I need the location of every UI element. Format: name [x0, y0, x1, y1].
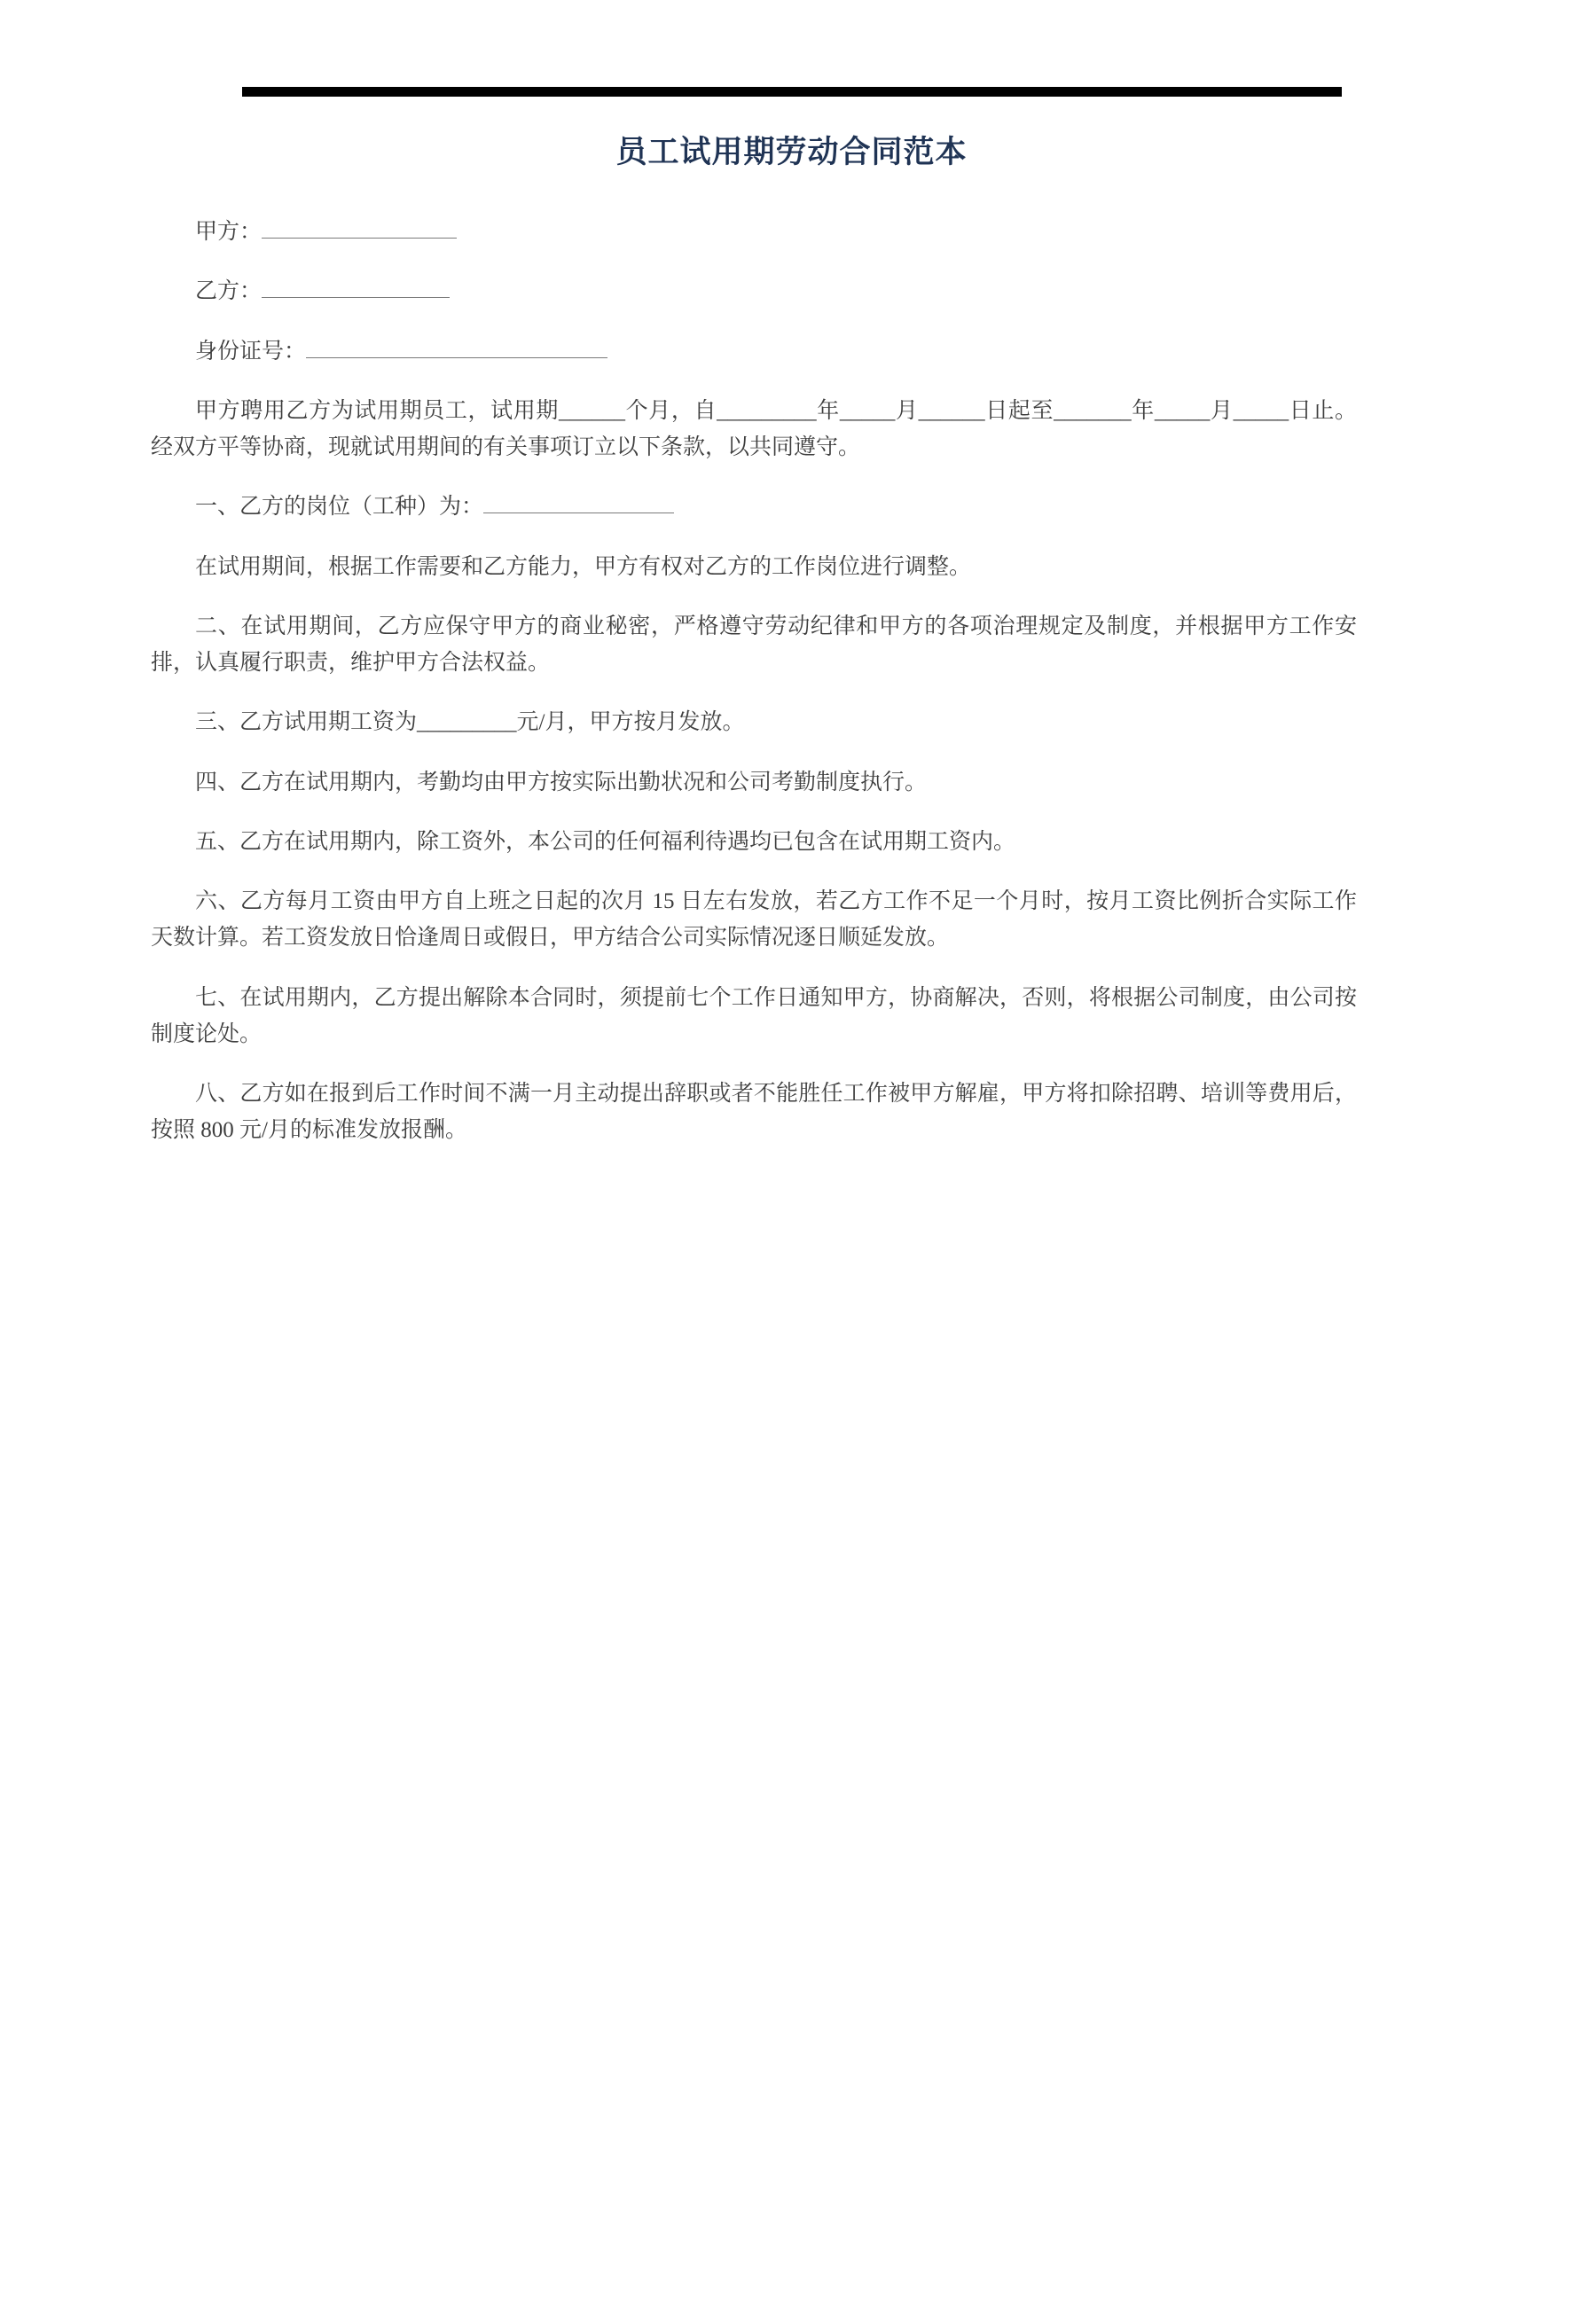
clause-1-note: 在试用期间，根据工作需要和乙方能力，甲方有权对乙方的工作岗位进行调整。	[195, 554, 972, 579]
clause-5: 五、乙方在试用期内，除工资外，本公司的任何福利待遇均已包含在试用期工资内。	[195, 829, 1016, 854]
clause-3: 三、乙方试用期工资为_________元/月，甲方按月发放。	[195, 710, 745, 735]
position-blank-line	[483, 491, 674, 513]
document-title: 员工试用期劳动合同范本	[615, 135, 968, 169]
id-number-label: 身份证号：	[195, 339, 307, 364]
clause-4: 四、乙方在试用期内，考勤均由甲方按实际出勤状况和公司考勤制度执行。	[195, 770, 928, 794]
paragraph-intro: 甲方聘用乙方为试用期员工，试用期______个月，自_________年_____月______日起至_______年_____月_____日止。经双方平等协商，现就试用期间的有关事项订立以下条款，以共同遵守。	[151, 398, 1357, 459]
document-page	[0, 87, 1583, 2324]
header-rule	[242, 87, 1342, 97]
id-number-blank-line	[306, 336, 607, 358]
clause-6: 六、乙方每月工资由甲方自上班之日起的次月 15 日左右发放，若乙方工作不足一个月时，按月工资比例折合实际工作天数计算。若工资发放日恰逢周日或假日，甲方结合公司实际情况逐日顺延发放。	[151, 889, 1357, 951]
clause-7: 七、在试用期内，乙方提出解除本合同时，须提前七个工作日通知甲方，协商解决，否则，将根据公司制度，由公司按制度论处。	[151, 985, 1357, 1046]
party-a-label: 甲方：	[195, 220, 263, 244]
clause-1-position	[151, 489, 1357, 525]
clause-8: 八、乙方如在报到后工作时间不满一月主动提出辞职或者不能胜任工作被甲方解雇，甲方将扣除招聘、培训等费用后，按照 800 元/月的标准发放报酬。	[151, 1082, 1357, 1143]
field-party-a	[151, 214, 1357, 250]
position-label: 一、乙方的岗位（工种）为：	[195, 495, 484, 520]
field-id-number	[151, 333, 1357, 370]
party-b-label: 乙方：	[195, 279, 263, 304]
field-party-b	[151, 273, 1357, 309]
party-b-blank-line	[262, 276, 450, 298]
clause-2: 二、在试用期间，乙方应保守甲方的商业秘密，严格遵守劳动纪律和甲方的各项治理规定及制度，并根据甲方工作安排，认真履行职责，维护甲方合法权益。	[151, 614, 1357, 675]
document-body	[151, 214, 1357, 1149]
party-a-blank-line	[262, 216, 457, 239]
